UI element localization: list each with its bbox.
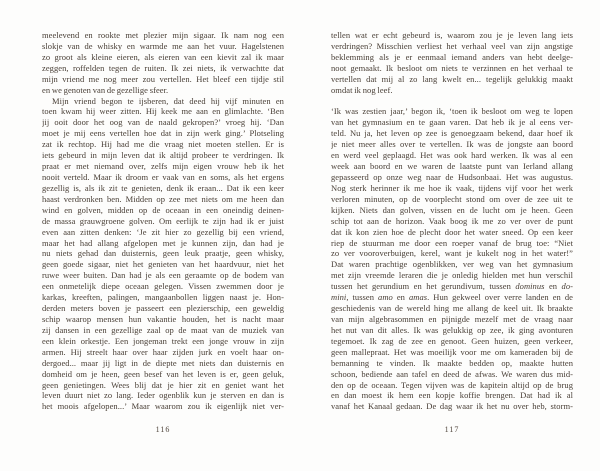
text-line: een onmetelijk diepe oceaan gelegen. Vissen zwemmen door je — [42, 281, 284, 292]
text-line: ruwe weer buiten. Dan had je als een geraamte op de bodem van — [42, 270, 284, 281]
text-line: wind en golven, midden op de oceaan in een oneindig deinen- — [42, 204, 284, 215]
page-right-text-block — [331, 30, 573, 412]
text-line: van mijn algebrasommen en pijnigde mezelf met de vraag naar — [331, 313, 573, 324]
text-line: kijken. Niets dan golven, vissen en de lucht om je heen. Geen — [331, 204, 573, 215]
text-line: Mijn vriend begon te ijsberen, dat deed hij vijf minuten en — [52, 95, 284, 106]
text-line: schoon, bediende aan tafel en deed de afwas. We waren dus mid- — [331, 368, 573, 379]
text-line: armen. Hij streelt haar over haar zijden jurk en voelt haar on- — [42, 346, 284, 357]
text-line: domheid om je heen, geen besef van het leven is er, geen geluk, — [42, 368, 284, 379]
text-line: meelevend en rookte met plezier mijn sigaar. Ik nam nog een — [42, 30, 284, 40]
text-line: gepasseerd op onze weg naar de Hudsonbaai. Het was augustus. — [331, 171, 573, 182]
text-line: geen genietingen. Wees blij dat je hier zit en geniet want het — [42, 379, 284, 390]
text-line: schip waarop mensen hun vakantie houden, het is nacht maar — [42, 313, 284, 324]
text-line: nu niets gehad dan duisternis, geen leuk praatje, geen whisky, — [42, 248, 284, 259]
text-line: tegemoet. Ik zag de zee en genoot. Geen huizen, geen verkeer, — [331, 335, 573, 346]
text-line: maar het had allang afgelopen met je kunnen zijn, dan had je — [42, 237, 284, 248]
text-line: week aan boord en we waren de laatste punt van Ierland allang — [331, 161, 573, 172]
text-line: nooit verteld. Maar ik droom er vaak van en soms, als het ergens — [42, 171, 284, 182]
text-line: zo groot als kleine eieren, als eieren van een kievit zal ik maar — [42, 51, 284, 62]
text-line: gezellig is, als ik zit te genieten, denk ik eraan... Dat ik een keer — [42, 182, 284, 193]
text-line: verdringen? Misschien verliest het verhaal veel van zijn angstige — [331, 40, 573, 51]
text-line: beklemming als je er eenmaal iemand anders van hebt deelge- — [331, 51, 573, 62]
text-line: en werd veel geplaagd. Het was ook hard werken. Ik was al een — [331, 150, 573, 161]
text-line: zeggen, roffelden tegen de ruiten. Ik zei niets, ik verwachtte dat — [42, 62, 284, 73]
text-line: omdat ik nog leef. — [331, 84, 393, 95]
text-line: Nog sterk herinner ik me hoe ik vaak, tijdens vijf voor het werk — [331, 182, 573, 193]
text-line: je niet meer alles over te vertellen. Ik was de jongste aan boord — [331, 139, 573, 150]
text-line: zat ik rechtop. Hij had me die vraag niet moeten stellen. Er is — [42, 139, 284, 150]
text-line: en we genoten van de gezellige sfeer. — [42, 84, 169, 95]
text-line: zij dansen in een gezellige zaal op de maat van de muziek van — [42, 324, 284, 335]
text-line: even aan zitten denken: ‘Je zit hier zo gezellig bij een vriend, — [42, 226, 284, 237]
text-line: het moois afgelopen...’ Maar waarom zou ik eigenlijk niet ver- — [42, 401, 284, 412]
text-line: noot gemaakt. Ik besloot om niets te verzinnen en het verhaal te — [331, 62, 573, 73]
text-line: slokje van de whisky en warmde me aan het vuur. Hagelstenen — [42, 40, 284, 51]
text-line: bemanning te vinden. Ik maakte bedden op, maakte hutten — [331, 357, 573, 368]
text-line: schip tot aan de horizon. Vaak boog ik me zo ver over de punt — [331, 215, 573, 226]
text-line: en dan moest ik hem een kopje koffie brengen. Dat had ik al — [331, 390, 573, 401]
text-line: jij ooit door het oog van de naald gekropen?’ vroeg hij. ‘Dan — [42, 117, 284, 128]
text-line: geen mallepraat. Het was moeilijk voor me om kameraden bij de — [331, 346, 573, 357]
text-line: het nut van dit alles. Ik was gelukkig op zee, ik ging avonturen — [331, 324, 573, 335]
text-line: geschiedenis van de wereld hing me allang de keel uit. Ik braakte — [331, 303, 573, 314]
text-line: karkas, kreeften, palingen, mangaanbollen liggen naast je. Hon- — [42, 292, 284, 303]
text-line: moet je mij eens vertellen hoe dat in zijn werk ging.’ Plotseling — [42, 128, 284, 139]
text-line: ‘Ik was zestien jaar,’ begon ik, ‘toen ik besloot om weg te lopen — [331, 106, 573, 117]
text-line: tussen het gerundium en het gerundivum, tussen dominus en do- — [331, 281, 573, 292]
text-line: toen kwam hij weer zitten. Hij keek me aan en glimlachte. ‘Ben — [42, 106, 284, 117]
text-line: riep de stuurman me door een roeper vanaf de brug toe: “Niet — [331, 237, 573, 248]
text-line: de massa grauwgroene golven. Om eerlijk te zijn had ik er juist — [42, 215, 284, 226]
text-line: met zijn vreemde leraren die je onledig hielden met hun verschil — [331, 270, 573, 281]
text-line: vanaf het Kanaal gedaan. De dag waar ik het nu over heb, storm- — [331, 401, 573, 412]
text-line: teld. Nu ja, het leven op zee is genoegzaam bekend, daar hoef ik — [331, 128, 573, 139]
page-left-text-block — [42, 30, 284, 412]
text-line: dergoed... maar jij ligt in de diepte met niets dan duisternis en — [42, 357, 284, 368]
text-line: geen goede sigaar, niet het genieten van het haardvuur, niet het — [42, 259, 284, 270]
text-line: vertellen dat mij al zo lang kwelt en... tegelijk gelukkig maakt — [331, 73, 573, 84]
text-line: tellen wat er echt gebeurd is, waarom zou je je leven lang iets — [331, 30, 573, 40]
text-line: derden meters boven je passeert een plezierschip, een geweldig — [42, 303, 284, 314]
text-line: leven duurt niet zo lang. Ieder ogenblik kun je sterven en dan is — [42, 390, 284, 401]
page-number-right: 117 — [444, 425, 460, 434]
text-line: verloren minuten, op de voorplecht stond om over de zee uit te — [331, 193, 573, 204]
text-line: iets gebeurd in mijn leven dat ik altijd probeer te verdringen. Ik — [42, 150, 284, 161]
text-line: Dat waren prachtige ogenblikken, ver weg van het gymnasium — [331, 259, 573, 270]
text-line: dat ik kon zien hoe de plecht door het water sneed. Op een keer — [331, 226, 573, 237]
text-line: mijn vriend me nog meer zou vertellen. Het bleef een tijdje stil — [42, 73, 284, 84]
text-line: zo ver vooroverbuigen, kerel, want je kukelt nog in het water!” — [331, 248, 573, 259]
text-line: haast verdronken ben. Midden op zee met niets om me heen dan — [42, 193, 284, 204]
text-line: een klein orkestje. Een jongeman trekt een jonge vrouw in zijn — [42, 335, 284, 346]
text-line: den op de oceaan. Tegen vijven was de kapitein altijd op de brug — [331, 379, 573, 390]
text-line: van het gymnasium en te gaan varen. Dat heb ik je al eens ver- — [331, 117, 573, 128]
text-line: praat er met niemand over, zelfs mijn eigen vrouw heb ik het — [42, 161, 284, 172]
text-line: mini, tussen amo en amas. Hun gekweel over verre landen en de — [331, 292, 573, 303]
page-number-left: 116 — [155, 425, 171, 434]
